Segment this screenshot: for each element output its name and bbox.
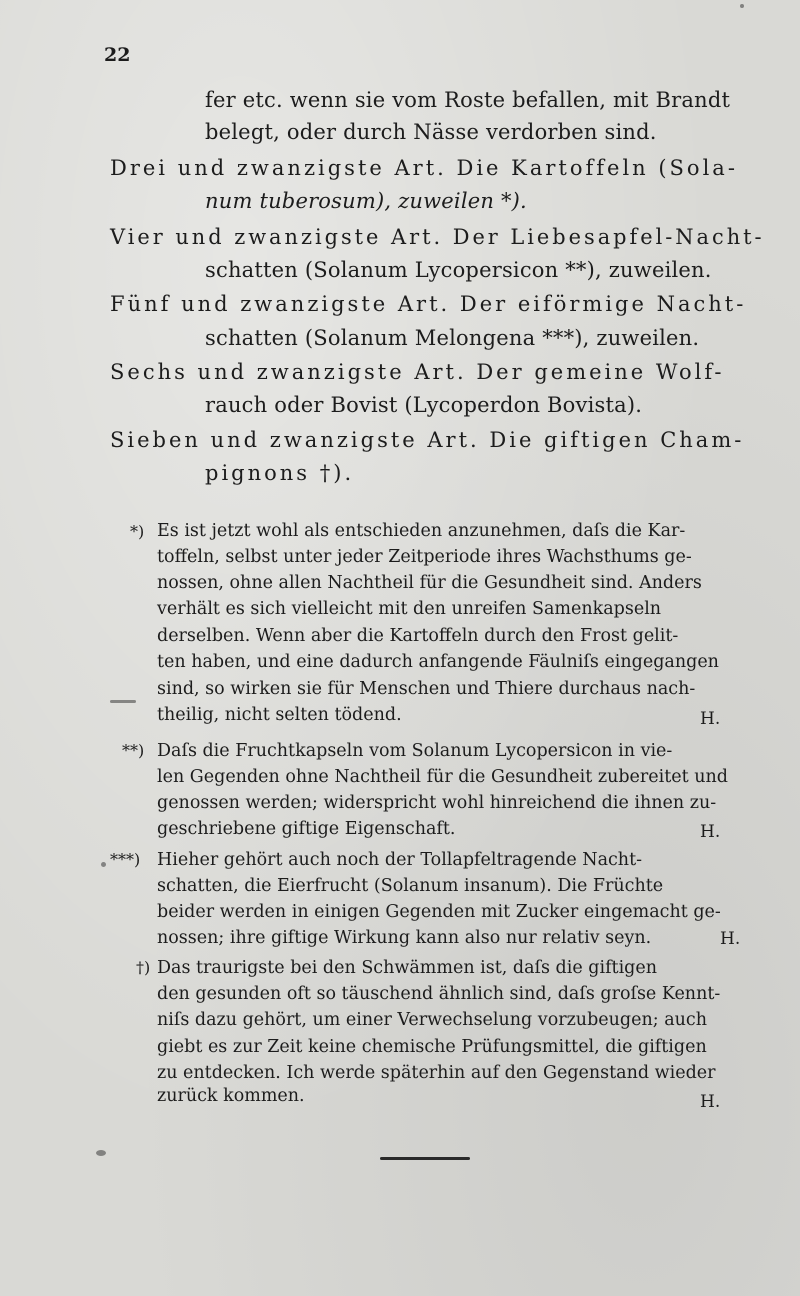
footnote-line: geschriebene giftige Eigenschaft. [157, 819, 456, 839]
footnote-signature: H. [720, 929, 741, 949]
footnote-line: genossen werden; widerspricht wohl hinreichend die ihnen zu- [157, 793, 717, 813]
main-line: num tuberosum), zuweilen *). [205, 189, 527, 213]
footnote-marker: ***) [110, 850, 141, 869]
main-line: Drei und zwanzigste Art. Die Kartoffeln (Sola- [110, 156, 738, 180]
end-rule [380, 1157, 470, 1160]
footnote-line: nossen; ihre giftige Wirkung kann also nur relativ seyn. [157, 928, 652, 948]
footnote-line: giebt es zur Zeit keine chemische Prüfungsmittel, die giftigen [157, 1037, 707, 1057]
footnote-line: len Gegenden ohne Nachtheil für die Gesundheit zubereitet und [157, 767, 728, 787]
footnote-line: Hieher gehört auch noch der Tollapfeltragende Nacht- [157, 850, 643, 870]
footnote-line: schatten, die Eierfrucht (Solanum insanum). Die Früchte [157, 876, 664, 896]
paper-speck [101, 862, 106, 867]
paper-speck [740, 4, 744, 8]
paper-speck [96, 1150, 106, 1156]
main-line: belegt, oder durch Nässe verdorben sind. [205, 120, 657, 144]
main-line: schatten (Solanum Melongena ***), zuweilen. [205, 326, 700, 350]
main-line: schatten (Solanum Lycopersicon **), zuweilen. [205, 258, 712, 282]
footnote-line: niſs dazu gehört, um einer Verwechselung vorzubeugen; auch [157, 1010, 707, 1030]
footnote-line: sind, so wirken sie für Menschen und Thiere durchaus nach- [157, 679, 696, 699]
main-line: rauch oder Bovist (Lycoperdon Bovista). [205, 393, 643, 417]
footnote-line: zurück kommen. [157, 1086, 305, 1106]
footnote-line: den gesunden oft so täuschend ähnlich sind, daſs groſse Kennt- [157, 984, 721, 1004]
footnote-signature: H. [700, 822, 721, 842]
main-line: fer etc. wenn sie vom Roste befallen, mit Brandt [205, 88, 731, 112]
footnote-line: beider werden in einigen Gegenden mit Zucker eingemacht ge- [157, 902, 721, 922]
main-line: Vier und zwanzigste Art. Der Liebesapfel-Nacht- [110, 225, 765, 249]
footnote-line: Das traurigste bei den Schwämmen ist, daſs die giftigen [157, 958, 658, 978]
footnote-line: toffeln, selbst unter jeder Zeitperiode ihres Wachsthums ge- [157, 547, 692, 567]
footnote-line: verhält es sich vielleicht mit den unreifen Samenkapseln [157, 599, 662, 619]
footnote-signature: H. [700, 1092, 721, 1112]
main-line: Fünf und zwanzigste Art. Der eiförmige Nacht- [110, 292, 747, 316]
footnote-line: nossen, ohne allen Nachtheil für die Gesundheit sind. Anders [157, 573, 702, 593]
footnote-signature: H. [700, 709, 721, 729]
main-line: Sechs und zwanzigste Art. Der gemeine Wolf- [110, 360, 725, 384]
footnote-marker: †) [136, 958, 151, 977]
footnote-line: Es ist jetzt wohl als entschieden anzunehmen, daſs die Kar- [157, 521, 686, 541]
footnote-line: derselben. Wenn aber die Kartoffeln durch den Frost gelit- [157, 626, 679, 646]
footnote-marker: *) [130, 522, 145, 541]
footnote-line: Daſs die Fruchtkapseln vom Solanum Lycopersicon in vie- [157, 741, 673, 761]
paper-speck [110, 700, 136, 703]
main-line: pignons †). [205, 461, 355, 485]
footnote-marker: **) [122, 741, 145, 760]
footnote-line: theilig, nicht selten tödend. [157, 705, 402, 725]
main-line: Sieben und zwanzigste Art. Die giftigen Cham- [110, 428, 745, 452]
page-number: 22 [104, 44, 131, 66]
footnote-line: ten haben, und eine dadurch anfangende Fäulniſs eingegangen [157, 652, 719, 672]
footnote-line: zu entdecken. Ich werde späterhin auf den Gegenstand wieder [157, 1063, 716, 1083]
